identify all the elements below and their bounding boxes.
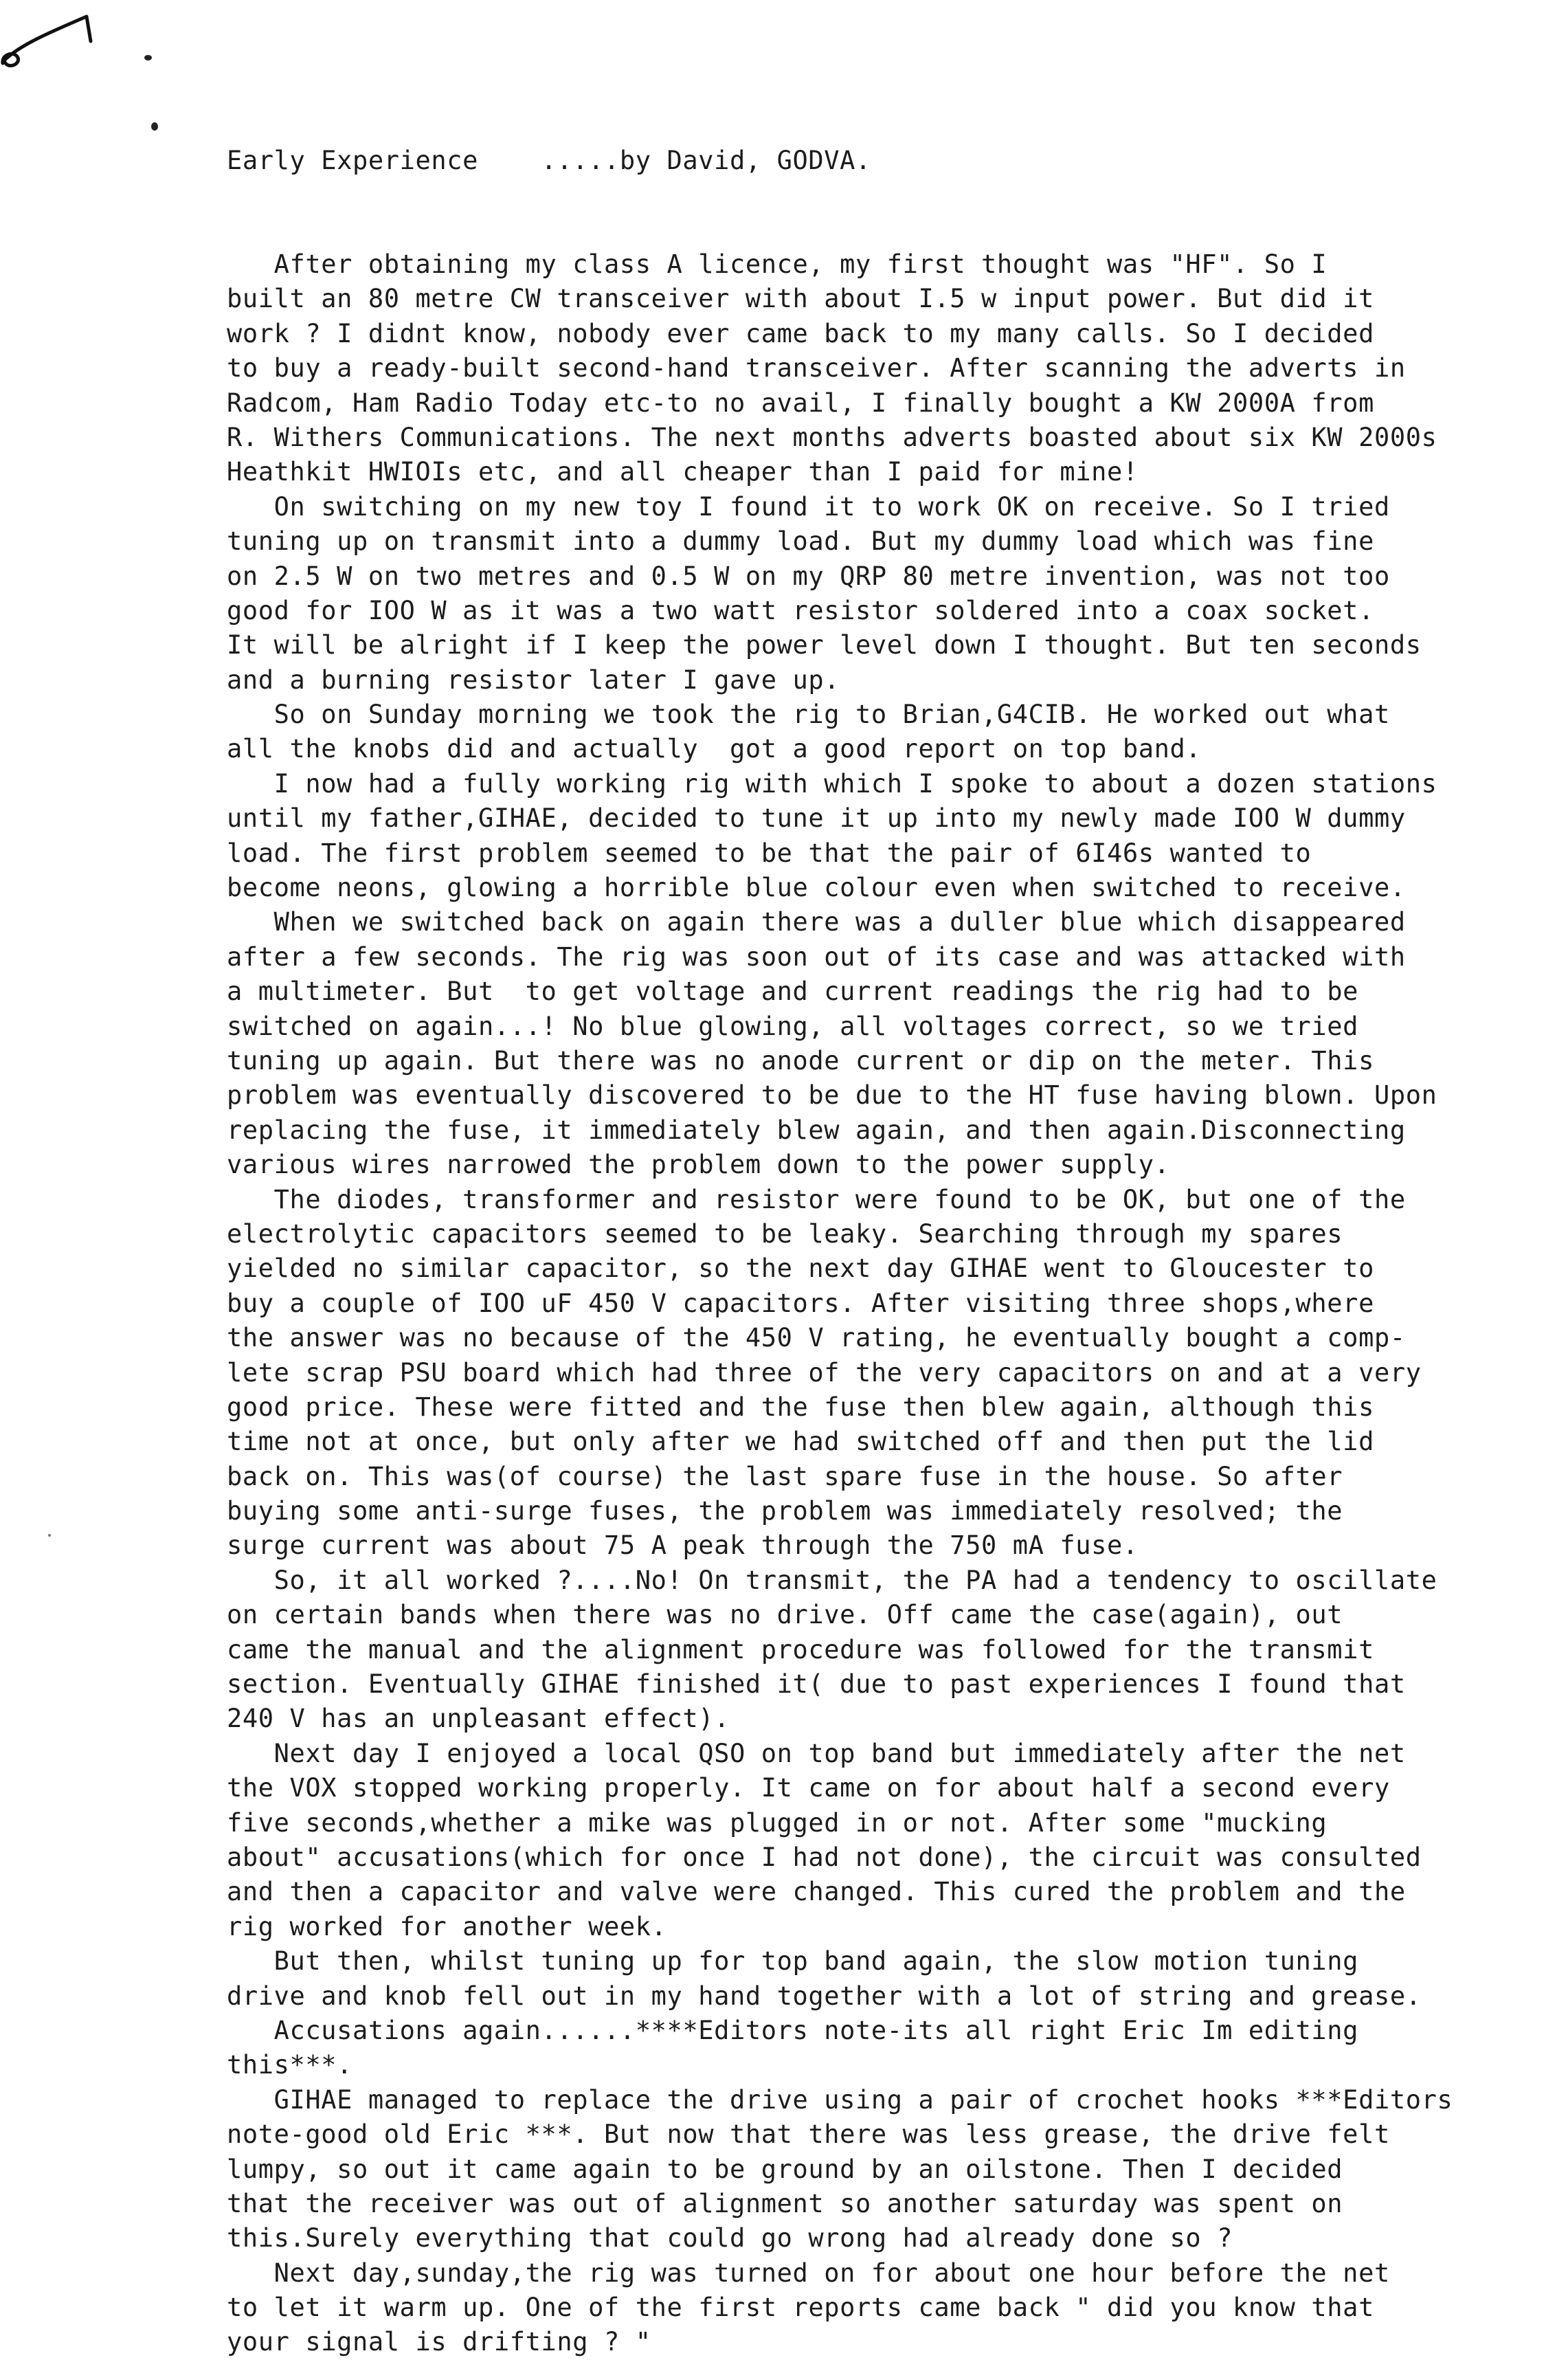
article-title-line: Early Experience .....by David, GODVA. xyxy=(227,145,871,175)
article-line: built an 80 metre CW transceiver with about I.5 w input power. But did it xyxy=(227,284,1374,314)
article-line: GIHAE managed to replace the drive using a pair of crochet hooks ***Editors xyxy=(227,2084,1453,2115)
article-line: work ? I didnt know, nobody ever came back to my many calls. So I decided xyxy=(227,318,1374,348)
article-line: good price. These were fitted and the fuse then blew again, although this xyxy=(227,1392,1374,1422)
article-line: Next day,sunday,the rig was turned on for about one hour before the net xyxy=(227,2258,1390,2288)
article-line: On switching on my new toy I found it to work OK on receive. So I tried xyxy=(227,491,1390,522)
article-line: after a few seconds. The rig was soon out of its case and was attacked with xyxy=(227,942,1406,972)
article-line: Heathkit HWIOIs etc, and all cheaper than I paid for mine! xyxy=(227,457,1139,487)
article-line: your signal is drifting ? " xyxy=(227,2327,651,2357)
article-line: But then, whilst tuning up for top band again, the slow motion tuning xyxy=(227,1946,1359,1977)
article-line: electrolytic capacitors seemed to be leaky. Searching through my spares xyxy=(227,1218,1343,1249)
ink-speck xyxy=(48,1534,51,1537)
article-line: a multimeter. But to get voltage and current readings the rig had to be xyxy=(227,977,1359,1007)
article-line: switched on again...! No blue glowing, all voltages correct, so we tried xyxy=(227,1011,1359,1041)
article-line: R. Withers Communications. The next months adverts boasted about six KW 2000s xyxy=(227,422,1437,452)
article-line: buy a couple of IOO uF 450 V capacitors. After visiting three shops,where xyxy=(227,1288,1374,1318)
article-line: the answer was no because of the 450 V rating, he eventually bought a comp- xyxy=(227,1323,1406,1353)
article-line: five seconds,whether a mike was plugged in or not. After some "mucking xyxy=(227,1807,1328,1838)
article-line: The diodes, transformer and resistor were found to be OK, but one of the xyxy=(227,1184,1406,1214)
article-line: surge current was about 75 A peak through the 750 mA fuse. xyxy=(227,1530,1139,1561)
article-line: So on Sunday morning we took the rig to Brian,G4CIB. He worked out what xyxy=(227,700,1390,730)
article-line: problem was eventually discovered to be due to the HT fuse having blown. Upon xyxy=(227,1080,1437,1111)
ink-speck xyxy=(144,55,152,60)
article-line: load. The first problem seemed to be that the pair of 6I46s wanted to xyxy=(227,838,1312,868)
article-line: note-good old Eric ***. But now that there was less grease, the drive felt xyxy=(227,2119,1390,2150)
article-line: drive and knob fell out in my hand together with a lot of string and grease. xyxy=(227,1981,1422,2011)
article-line: tuning up again. But there was no anode current or dip on the meter. This xyxy=(227,1046,1374,1076)
article-line: I now had a fully working rig with which I spoke to about a dozen stations xyxy=(227,768,1437,799)
article-line: and then a capacitor and valve were changed. This cured the problem and the xyxy=(227,1877,1406,1907)
article-line: to let it warm up. One of the first reports came back " did you know that xyxy=(227,2293,1374,2323)
article-line: It will be alright if I keep the power level down I thought. But ten seconds xyxy=(227,630,1422,660)
article-line: on certain bands when there was no drive. Off came the case(again), out xyxy=(227,1600,1343,1630)
article-line: all the knobs did and actually got a good report on top band. xyxy=(227,734,1202,764)
article-line: replacing the fuse, it immediately blew again, and then again.Disconnecting xyxy=(227,1115,1406,1145)
article-line: lumpy, so out it came again to be ground by an oilstone. Then I decided xyxy=(227,2154,1343,2184)
article-line: about" accusations(which for once I had not done), the circuit was consulted xyxy=(227,1842,1422,1872)
article-line: this***. xyxy=(227,2050,353,2080)
article-line: on 2.5 W on two metres and 0.5 W on my QRP 80 metre invention, was not too xyxy=(227,561,1390,591)
article-line: tuning up on transmit into a dummy load. But my dummy load which was fine xyxy=(227,526,1374,557)
article-line: and a burning resistor later I gave up. xyxy=(227,665,840,695)
article-line: Next day I enjoyed a local QSO on top band but immediately after the net xyxy=(227,1738,1406,1768)
article-line: Accusations again......****Editors note-its all right Eric Im editing xyxy=(227,2015,1359,2045)
article-line: So, it all worked ?....No! On transmit, the PA had a tendency to oscillate xyxy=(227,1565,1437,1595)
article-line: lete scrap PSU board which had three of the very capacitors on and at a very xyxy=(227,1357,1422,1388)
article-line: the VOX stopped working properly. It came on for about half a second every xyxy=(227,1773,1390,1803)
ink-speck xyxy=(151,122,158,131)
article-line: various wires narrowed the problem down to the power supply. xyxy=(227,1150,1170,1180)
article-line: came the manual and the alignment procedure was followed for the transmit xyxy=(227,1634,1374,1665)
article-line: until my father,GIHAE, decided to tune it up into my newly made IOO W dummy xyxy=(227,803,1406,834)
article-line: buying some anti-surge fuses, the problem was immediately resolved; the xyxy=(227,1496,1343,1526)
article-line: become neons, glowing a horrible blue colour even when switched to receive. xyxy=(227,873,1406,903)
article-line: to buy a ready-built second-hand transceiver. After scanning the adverts in xyxy=(227,353,1406,383)
article-line: 240 V has an unpleasant effect). xyxy=(227,1704,730,1734)
article-line: section. Eventually GIHAE finished it( due to past experiences I found that xyxy=(227,1669,1406,1700)
article-line: Radcom, Ham Radio Today etc-to no avail, I finally bought a KW 2000A from xyxy=(227,388,1374,418)
article-line: When we switched back on again there was a duller blue which disappeared xyxy=(227,907,1406,937)
article-line: time not at once, but only after we had switched off and then put the lid xyxy=(227,1427,1374,1457)
article-line: yielded no similar capacitor, so the next day GIHAE went to Gloucester to xyxy=(227,1254,1374,1284)
article-line: rig worked for another week. xyxy=(227,1911,667,1941)
article-line: that the receiver was out of alignment so another saturday was spent on xyxy=(227,2188,1343,2218)
article-line: this.Surely everything that could go wrong had already done so ? xyxy=(227,2223,1233,2253)
article-line: back on. This was(of course) the last spare fuse in the house. So after xyxy=(227,1461,1343,1491)
typed-article xyxy=(227,74,1546,2360)
article-line: good for IOO W as it was a two watt resistor soldered into a coax socket. xyxy=(227,595,1374,625)
pen-scribble-mark xyxy=(0,14,96,69)
article-line: After obtaining my class A licence, my first thought was "HF". So I xyxy=(227,249,1328,280)
